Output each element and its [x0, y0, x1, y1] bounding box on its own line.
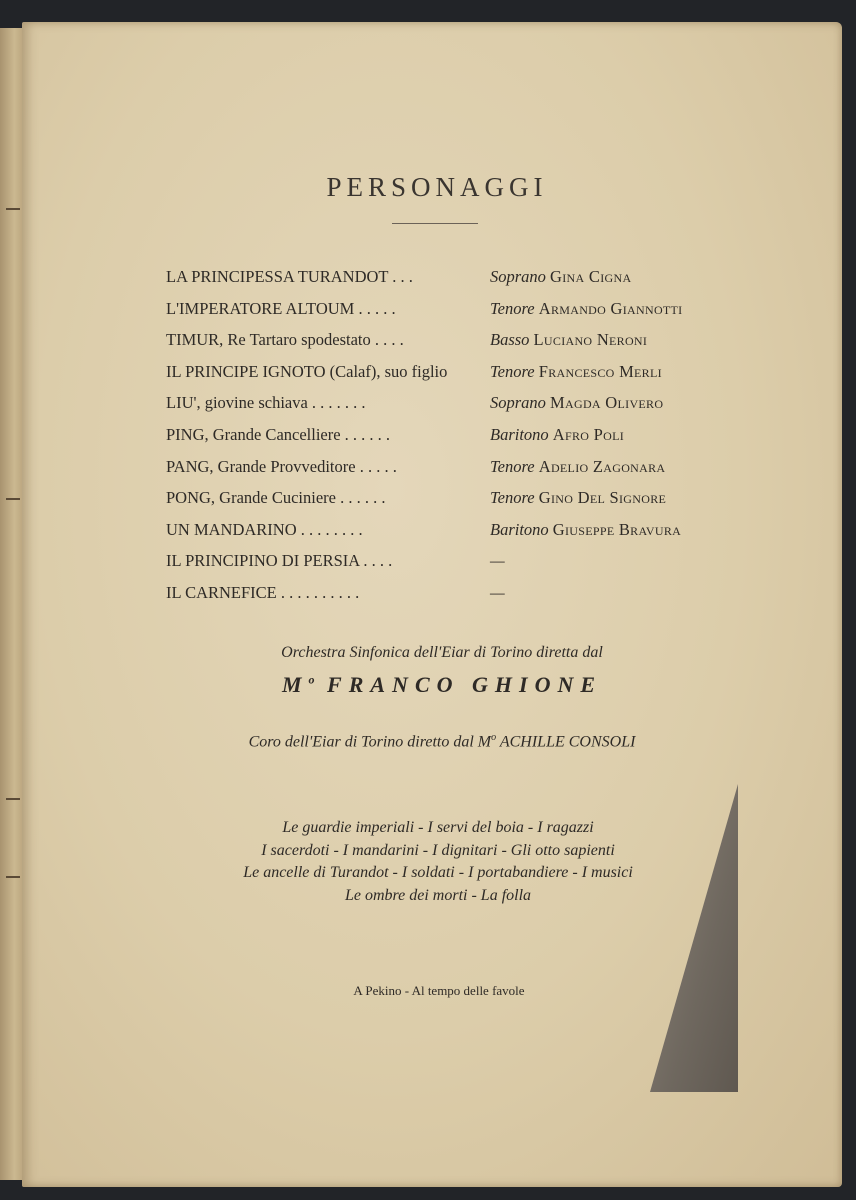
voice-type: Baritono: [490, 424, 549, 444]
cast-voice: [490, 583, 505, 603]
cast-voice: [490, 457, 665, 477]
voice-type: —: [490, 551, 505, 571]
voice-type: Soprano: [490, 393, 546, 413]
cast-role: TIMUR, Re Tartaro spodestato . . . .: [166, 330, 404, 350]
cast-role: IL PRINCIPE IGNOTO (Calaf), suo figlio: [166, 361, 448, 381]
voice-type: Tenore: [490, 361, 535, 381]
chorus-credit: [22, 732, 856, 751]
cast-voice: [490, 551, 505, 571]
extras-line: Le ancelle di Turandot - I soldati - I portabandiere - I musici: [243, 864, 633, 881]
singer-name: Magda Olivero: [550, 393, 664, 413]
voice-type: Basso: [490, 330, 530, 350]
decorative-triangle: [650, 762, 740, 1092]
conductor-prefix-sup: o: [308, 672, 315, 687]
voice-type: Soprano: [490, 267, 546, 286]
binding-stitch: [6, 798, 20, 800]
binding-stitch: [6, 498, 20, 500]
cast-row: [166, 549, 746, 581]
cast-voice: [490, 299, 682, 319]
singer-name: Giuseppe Bravura: [552, 519, 682, 539]
voice-type: —: [490, 582, 505, 602]
cast-row: [166, 581, 746, 613]
cast-role: IL PRINCIPINO DI PERSIA . . . .: [166, 551, 393, 571]
voice-type: Tenore: [490, 298, 535, 318]
cast-row: [166, 297, 746, 329]
cast-voice: [490, 520, 681, 540]
cast-role: L'IMPERATORE ALTOUM . . . . .: [166, 298, 396, 318]
cast-role: LIU', giovine schiava . . . . . . .: [166, 393, 366, 413]
cast-list: [166, 265, 746, 613]
chorus-text: Coro dell'Eiar di Torino diretto dal M: [248, 733, 492, 751]
binding-stitch: [6, 876, 20, 878]
voice-type: Tenore: [490, 456, 535, 476]
cast-row: [166, 328, 746, 360]
singer-name: Gino Del Signore: [538, 488, 667, 508]
cast-role: LA PRINCIPESSA TURANDOT . . .: [166, 267, 413, 286]
cast-row: [166, 391, 746, 423]
cast-row: [166, 518, 746, 550]
cast-row: [166, 360, 746, 392]
cast-voice: [490, 393, 663, 413]
voice-type: Tenore: [490, 488, 535, 508]
conductor-prefix: M: [281, 672, 309, 697]
cast-voice: [490, 330, 647, 350]
cast-voice: [490, 362, 662, 382]
binding-stitch: [6, 208, 20, 210]
cast-role: PONG, Grande Cuciniere . . . . . .: [166, 488, 386, 508]
cast-voice: [490, 267, 631, 287]
cast-role: UN MANDARINO . . . . . . . .: [166, 519, 363, 539]
cast-voice: [490, 488, 666, 508]
singer-name: Luciano Neroni: [533, 330, 648, 350]
orchestra-credit: Orchestra Sinfonica dell'Eiar di Torino diretta dal: [281, 644, 603, 661]
cast-role: PING, Grande Cancelliere . . . . . .: [166, 424, 391, 444]
voice-type: Baritono: [490, 519, 549, 539]
chorus-sup: o: [491, 732, 497, 743]
chorus-master-name: ACHILLE CONSOLI: [499, 733, 636, 751]
cast-row: [166, 265, 746, 297]
singer-name: Francesco Merli: [538, 361, 662, 381]
cast-role: IL CARNEFICE . . . . . . . . . .: [166, 582, 360, 602]
program-page: [22, 22, 842, 1187]
setting-note: A Pekino - Al tempo delle favole: [353, 983, 525, 998]
cast-voice: [490, 425, 624, 445]
cast-row: [166, 486, 746, 518]
extras-line: I sacerdoti - I mandarini - I dignitari - Gli otto sapienti: [261, 841, 615, 859]
cast-role: PANG, Grande Provveditore . . . . .: [166, 456, 397, 476]
conductor-name: FRANCO GHIONE: [327, 672, 603, 697]
singer-name: Gina Cigna: [550, 267, 632, 286]
singer-name: Adelio Zagonara: [538, 456, 666, 476]
extras-line: Le ombre dei morti - La folla: [344, 886, 532, 904]
conductor-credit: [22, 672, 856, 698]
singer-name: Afro Poli: [552, 424, 625, 444]
title-divider: [392, 223, 478, 224]
page-title: PERSONAGGI: [326, 172, 548, 202]
singer-name: Armando Giannotti: [538, 298, 683, 318]
cast-row: [166, 455, 746, 487]
cast-row: [166, 423, 746, 455]
extras-line: Le guardie imperiali - I servi del boia - I ragazzi: [282, 819, 594, 836]
